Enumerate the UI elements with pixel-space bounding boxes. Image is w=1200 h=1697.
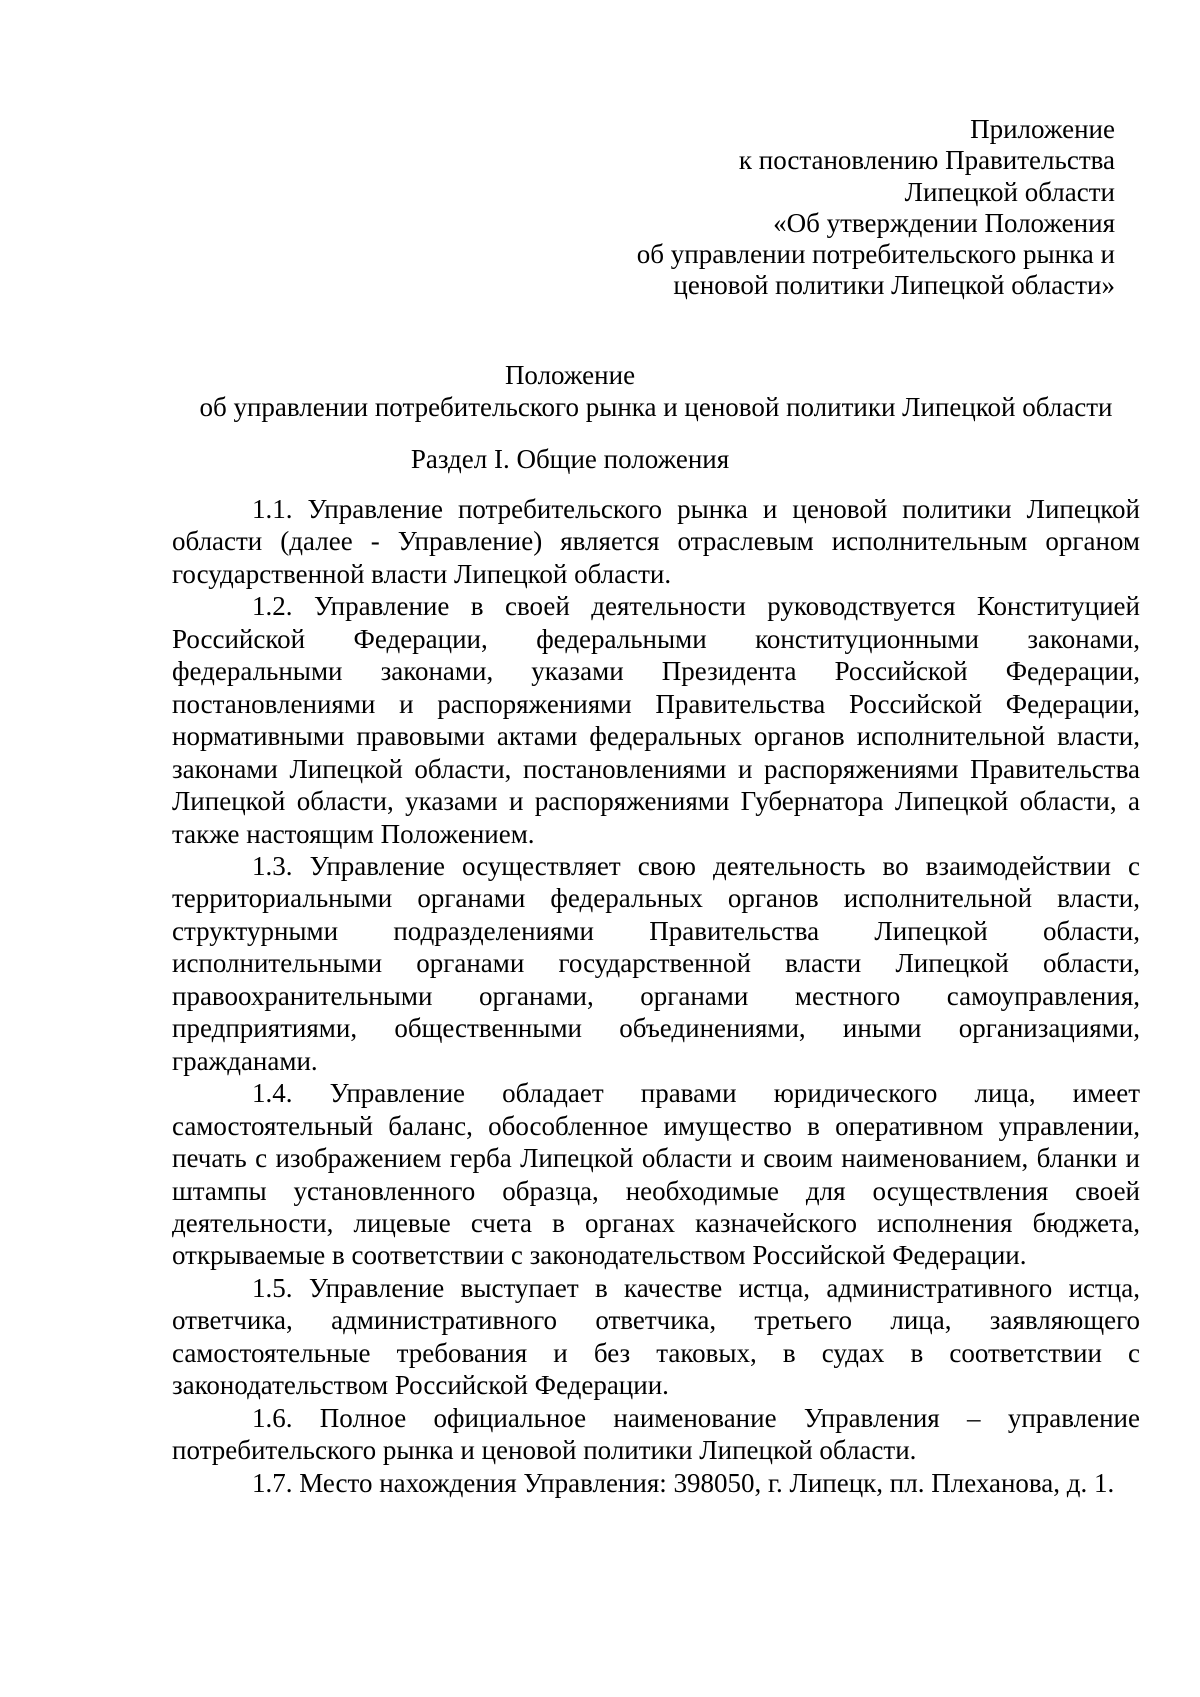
paragraph-1-6: 1.6. Полное официальное наименование Управления – управление потребительского рынка и ценовой политики Липецкой области. (172, 1402, 1140, 1466)
paragraph-1-2: 1.2. Управление в своей деятельности руководствуется Конституцией Российской Федерации, федеральными конституционными законами, федеральными законами, указами Президента Российской Федерации, постановлениями и распоряжениями Правительства Российской Федерации, нормативными правовыми актами федеральных органов исполнительной власти, законами Липецкой области, постановлениями и распоряжениями Правительства Липецкой области, указами и распоряжениями Губернатора Липецкой области, а также настоящим Положением. (172, 591, 1140, 849)
document-body (172, 493, 1140, 1499)
paragraph-1-3: 1.3. Управление осуществляет свою деятельность во взаимодействии с территориальными органами федеральных органов исполнительной власти, структурными подразделениями Правительства Липецкой области, исполнительными органами государственной власти Липецкой области, правоохранительными органами, органами местного самоуправления, предприятиями, общественными объединениями, иными организациями, гражданами. (172, 850, 1140, 1076)
paragraph-1-5: 1.5. Управление выступает в качестве истца, административного истца, ответчика, административного ответчика, третьего лица, заявляющего самостоятельные требования и без таковых, в судах в соответствии с законодательством Российской Федерации. (172, 1272, 1140, 1401)
section-heading: Раздел I. Общие положения (410, 444, 730, 474)
paragraph-1-4: 1.4. Управление обладает правами юридического лица, имеет самостоятельный баланс, обособленное имущество в оперативном управлении, печать с изображением герба Липецкой области и своим наименованием, бланки и штампы установленного образца, необходимые для осуществления своей деятельности, лицевые счета в органах казначейского исполнения бюджета, открываемые в соответствии с законодательством Российской Федерации. (172, 1078, 1140, 1271)
appendix-line: Липецкой области (904, 176, 1115, 207)
appendix-line: к постановлению Правительства (738, 145, 1115, 176)
document-title: Положение (504, 360, 636, 390)
document-subtitle: об управлении потребительского рынка и ценовой политики Липецкой области (199, 392, 1113, 422)
appendix-header (355, 114, 1115, 302)
appendix-line: Приложение (970, 114, 1115, 144)
appendix-line: «Об утверждении Положения (773, 207, 1115, 238)
appendix-line: ценовой политики Липецкой области» (673, 270, 1115, 301)
appendix-line: об управлении потребительского рынка и (636, 239, 1115, 270)
paragraph-1-1: 1.1. Управление потребительского рынка и ценовой политики Липецкой области (далее - Управление) является отраслевым исполнительным органом государственной власти Липецкой области. (172, 494, 1140, 589)
paragraph-1-7: 1.7. Место нахождения Управления: 398050, г. Липецк, пл. Плеханова, д. 1. (252, 1467, 1115, 1498)
